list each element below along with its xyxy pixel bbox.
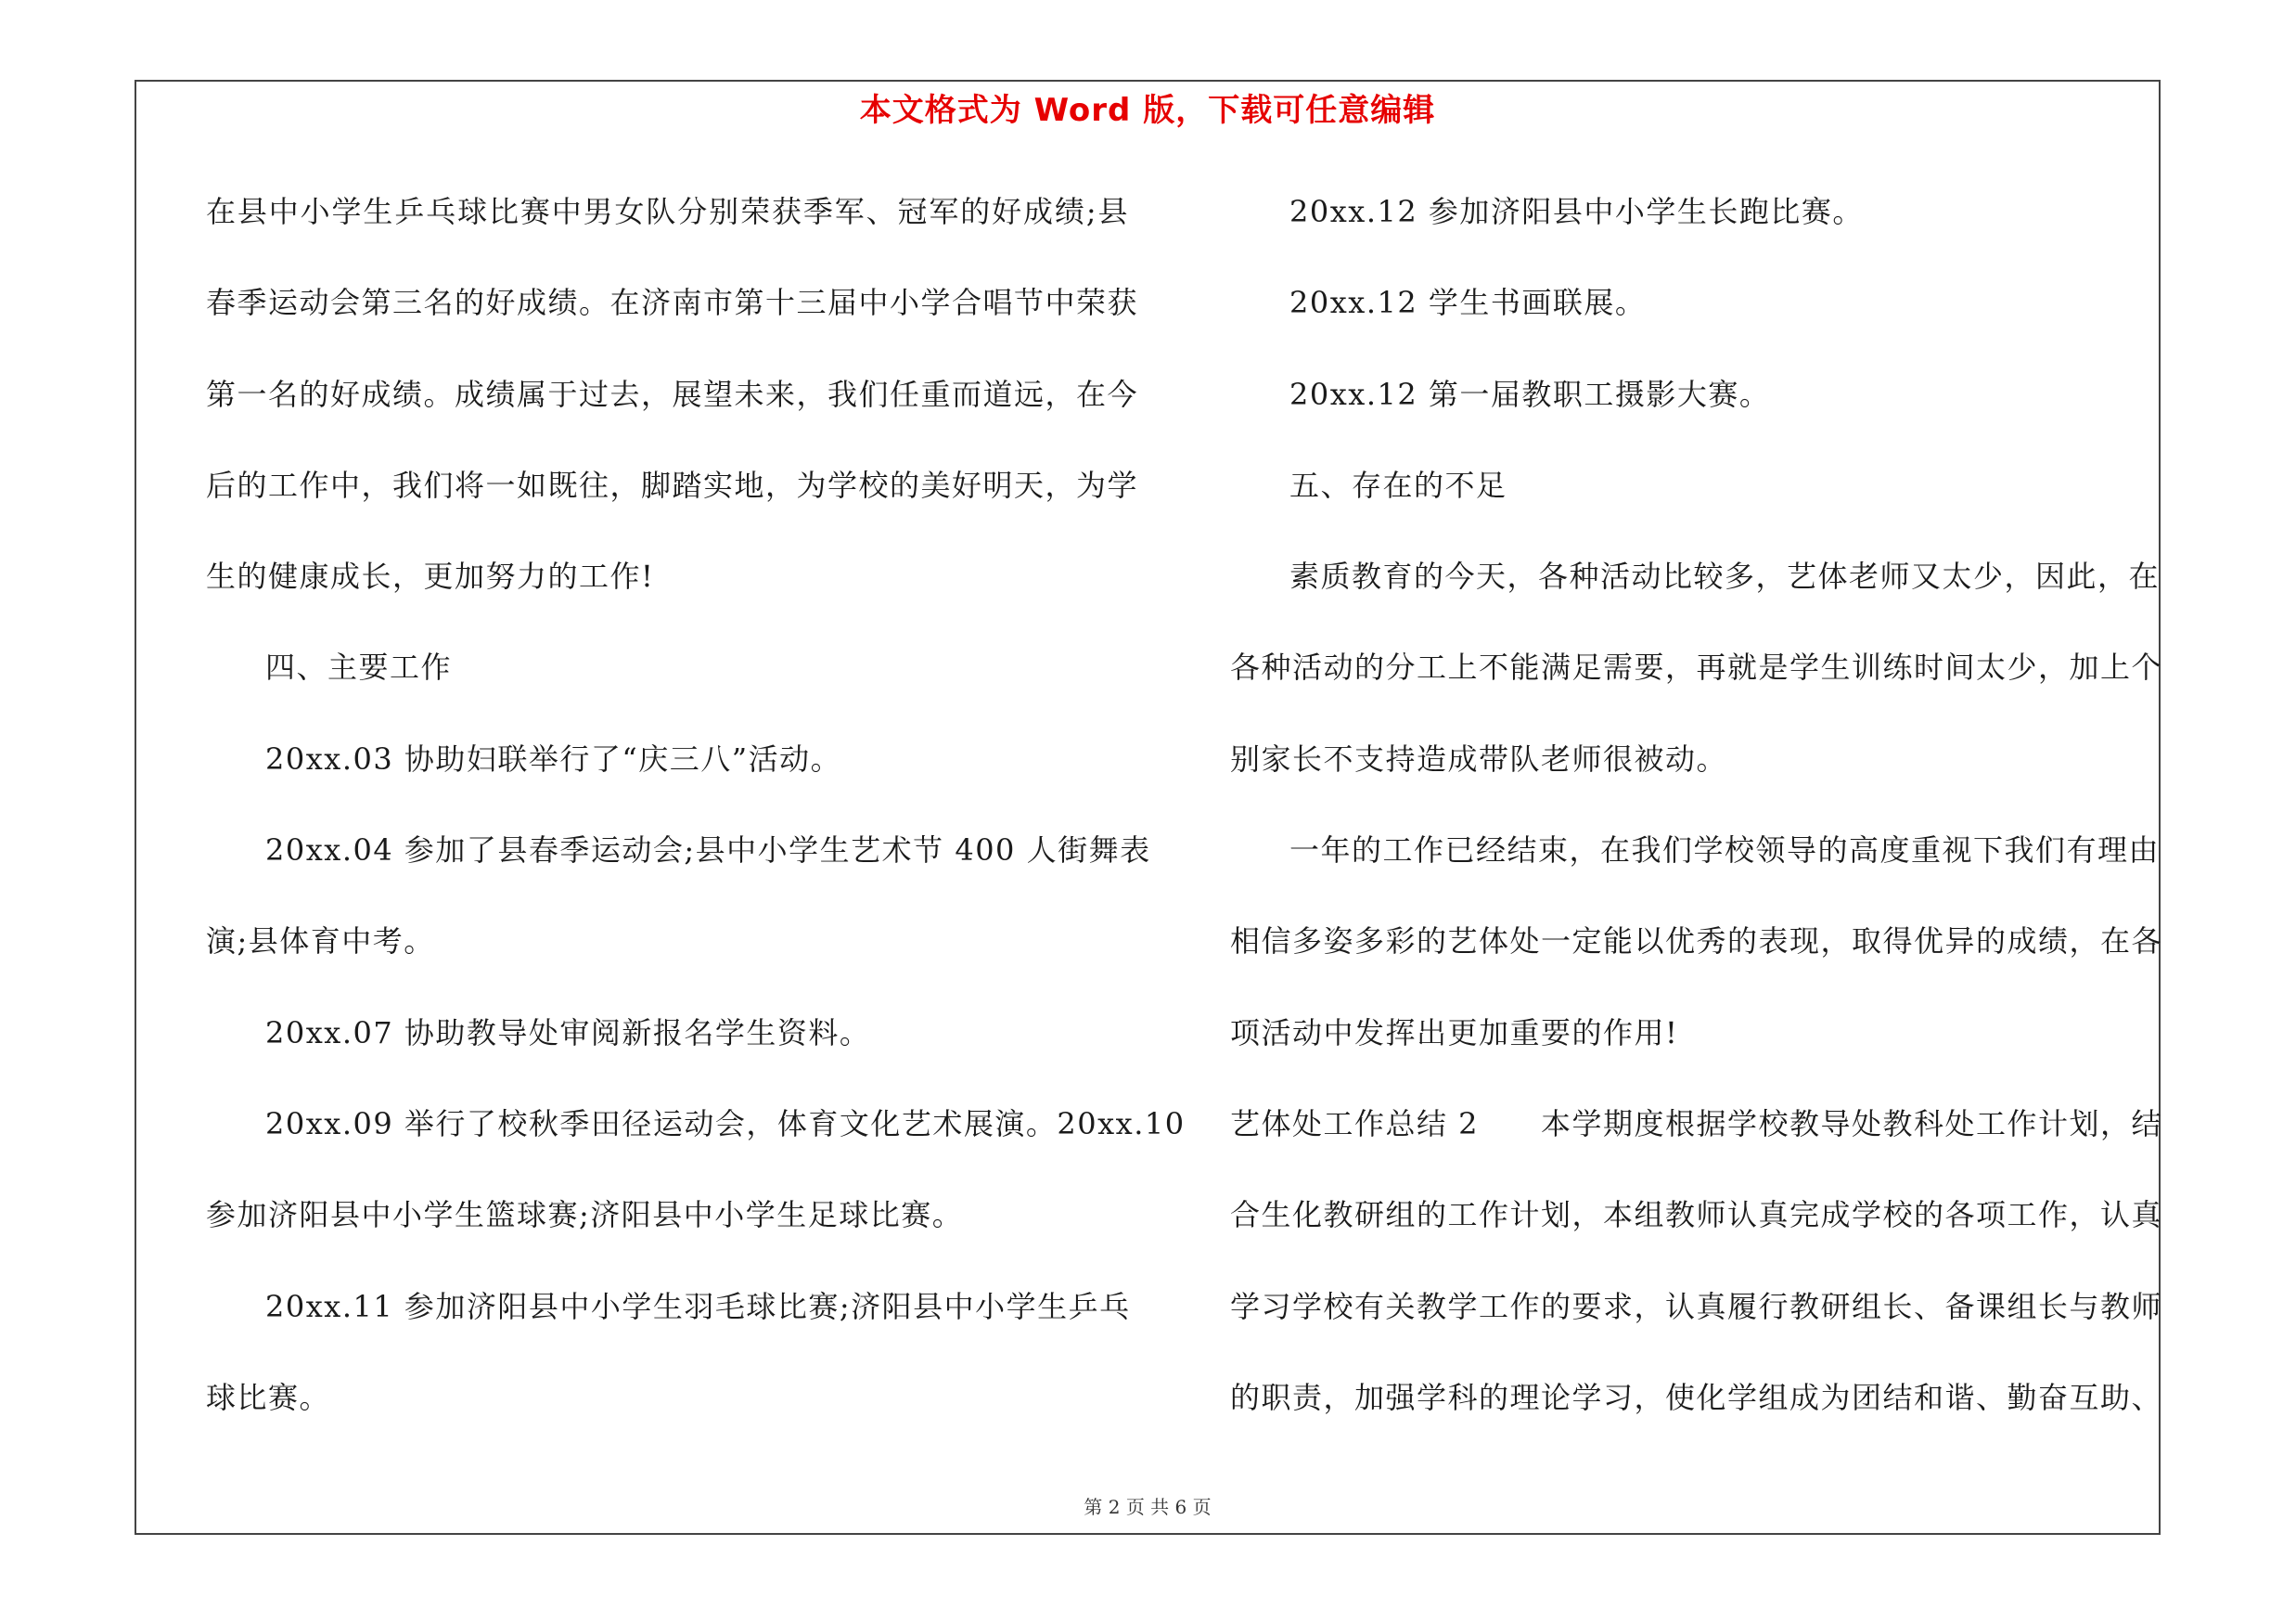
text-line: 五、存在的不足: [1289, 467, 1507, 503]
text-line: 20xx.12 第一届教职工摄影大赛。: [1289, 376, 1771, 412]
text-line: 别家长不支持造成带队老师很被动。: [1230, 741, 1728, 777]
text-line: 的职责，加强学科的理论学习，使化学组成为团结和谐、勤奋互助、: [1230, 1379, 2163, 1415]
right-column: [1230, 184, 2163, 1461]
header-banner: 本文格式为 Word 版，下载可任意编辑: [859, 92, 1436, 129]
page-footer: 第 2 页 共 6 页: [1084, 1496, 1212, 1518]
text-line: 第一名的好成绩。成绩属于过去，展望未来，我们任重而道远，在今: [206, 376, 1139, 412]
text-line: 四、主要工作: [265, 650, 453, 686]
text-line: 合生化教研组的工作计划，本组教师认真完成学校的各项工作，认真: [1230, 1197, 2163, 1233]
text-line: 生的健康成长，更加努力的工作!: [206, 559, 655, 595]
text-line: 演;县体育中考。: [206, 923, 435, 960]
text-line: 20xx.03 协助妇联举行了“庆三八”活动。: [265, 741, 842, 777]
text-line: 一年的工作已经结束，在我们学校领导的高度重视下我们有理由: [1289, 832, 2161, 869]
text-line: 素质教育的今天，各种活动比较多，艺体老师又太少，因此，在: [1289, 559, 2161, 595]
left-column: [206, 184, 1186, 1461]
text-line: 20xx.09 举行了校秋季田径运动会，体育文化艺术展演。20xx.10: [265, 1105, 1186, 1141]
text-line: 项活动中发挥出更加重要的作用!: [1230, 1014, 1679, 1050]
text-line: 20xx.04 参加了县春季运动会;县中小学生艺术节 400 人街舞表: [265, 832, 1151, 869]
text-line: 参加济阳县中小学生篮球赛;济阳县中小学生足球比赛。: [206, 1197, 964, 1233]
text-line: 20xx.07 协助教导处审阅新报名学生资料。: [265, 1014, 871, 1050]
text-line: 学习学校有关教学工作的要求，认真履行教研组长、备课组长与教师: [1230, 1288, 2163, 1324]
text-line: 20xx.12 学生书画联展。: [1289, 285, 1647, 321]
text-line: 艺体处工作总结 2 本学期度根据学校教导处教科处工作计划，结: [1230, 1105, 2163, 1141]
text-line: 球比赛。: [206, 1379, 331, 1415]
text-line: 相信多姿多彩的艺体处一定能以优秀的表现，取得优异的成绩，在各: [1230, 923, 2163, 960]
text-line: 春季运动会第三名的好成绩。在济南市第十三届中小学合唱节中荣获: [206, 285, 1139, 321]
text-line: 各种活动的分工上不能满足需要，再就是学生训练时间太少，加上个: [1230, 650, 2163, 686]
text-line: 在县中小学生乒乓球比赛中男女队分别荣获季军、冠军的好成绩;县: [206, 194, 1129, 229]
text-line: 后的工作中，我们将一如既往，脚踏实地，为学校的美好明天，为学: [206, 467, 1139, 503]
text-line: 20xx.11 参加济阳县中小学生羽毛球比赛;济阳县中小学生乒乓: [265, 1288, 1131, 1324]
text-line: 20xx.12 参加济阳县中小学生长跑比赛。: [1289, 194, 1864, 229]
